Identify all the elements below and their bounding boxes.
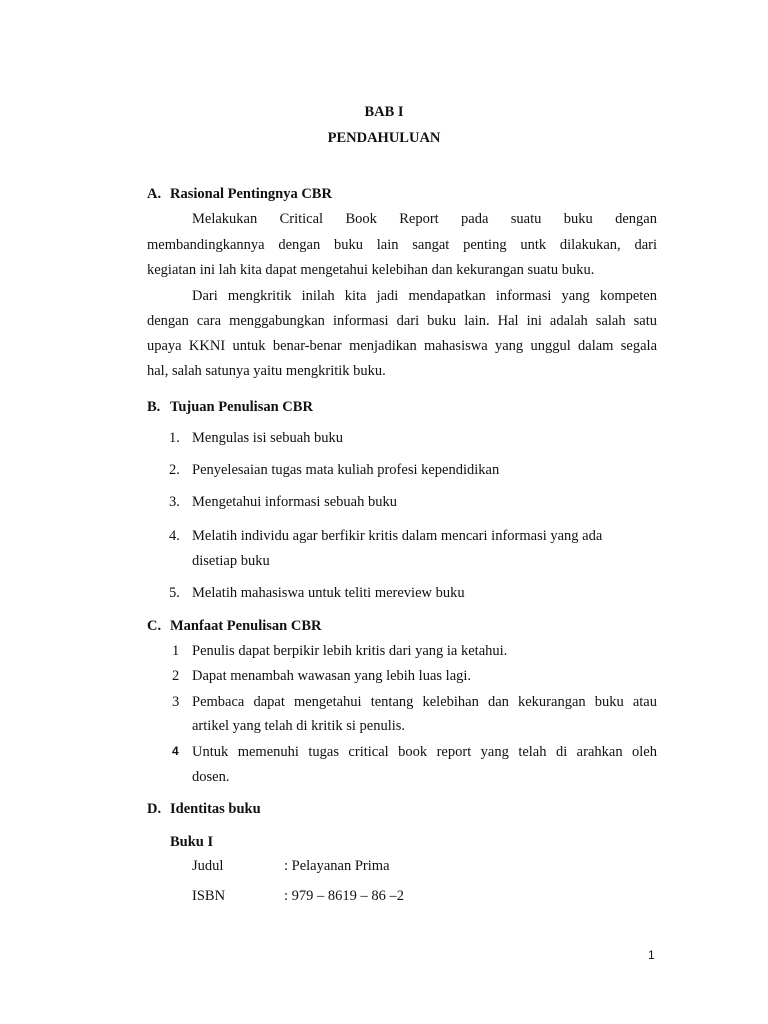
list-item-number: 4. (169, 528, 180, 544)
section-b-title: Tujuan Penulisan CBR (170, 399, 313, 415)
paragraph-a2-line: Dari mengkritik inilah kita jadi mendapatkan informasi yang kompeten (192, 288, 657, 304)
list-item-number: 4 (172, 744, 179, 758)
section-d-title: Identitas buku (170, 801, 261, 817)
list-item-number: 1 (172, 643, 180, 659)
field-value: : Pelayanan Prima (284, 858, 390, 874)
field-label: Judul (192, 858, 224, 874)
chapter-title: PENDAHULUAN (327, 130, 441, 146)
list-item: Penulis dapat berpikir lebih kritis dari yang ia ketahui. (192, 643, 508, 659)
list-item-number: 3 (172, 694, 180, 710)
list-item-continuation: dosen. (192, 769, 230, 785)
book-heading: Buku I (170, 834, 214, 850)
list-item: Penyelesaian tugas mata kuliah profesi kependidikan (192, 462, 500, 478)
paragraph-a1-line: membandingkannya dengan buku lain sangat penting untk dilakukan, dari (147, 237, 657, 253)
section-a-letter: A. (147, 186, 162, 202)
field-label: ISBN (192, 888, 226, 904)
section-c-letter: C. (147, 618, 162, 634)
section-d-letter: D. (147, 801, 162, 817)
list-item: Pembaca dapat mengetahui tentang kelebihan dan kekurangan buku atau (192, 694, 657, 710)
field-value: : 979 – 8619 – 86 –2 (284, 888, 405, 904)
page-number: 1 (648, 948, 655, 962)
list-item-number: 2 (172, 668, 180, 684)
list-item-number: 1. (169, 430, 180, 446)
list-item-number: 2. (169, 462, 180, 478)
list-item-number: 3. (169, 494, 180, 510)
paragraph-a2-line: hal, salah satunya yaitu mengkritik buku. (147, 363, 386, 379)
chapter-number: BAB I (364, 104, 404, 120)
list-item: Untuk memenuhi tugas critical book report yang telah di arahkan oleh (192, 744, 657, 760)
list-item: Melatih individu agar berfikir kritis dalam mencari informasi yang ada (192, 528, 603, 544)
paragraph-a2-line: dengan cara menggabungkan informasi dari buku lain. Hal ini adalah salah satu (147, 313, 657, 329)
list-item: Dapat menambah wawasan yang lebih luas lagi. (192, 668, 472, 684)
section-c-title: Manfaat Penulisan CBR (170, 618, 322, 634)
list-item-number: 5. (169, 585, 180, 601)
list-item: Mengulas isi sebuah buku (192, 430, 344, 446)
list-item-continuation: disetiap buku (192, 553, 270, 569)
section-b-letter: B. (147, 399, 161, 415)
paragraph-a2-line: upaya KKNI untuk benar-benar menjadikan mahasiswa yang unggul dalam segala (147, 338, 657, 354)
list-item: Melatih mahasiswa untuk teliti mereview buku (192, 585, 465, 601)
paragraph-a1-line: Melakukan Critical Book Report pada suatu buku dengan (192, 211, 657, 227)
section-a-title: Rasional Pentingnya CBR (170, 186, 332, 202)
list-item: Mengetahui informasi sebuah buku (192, 494, 397, 510)
list-item-continuation: artikel yang telah di kritik si penulis. (192, 718, 406, 734)
paragraph-a1-line: kegiatan ini lah kita dapat mengetahui kelebihan dan kekurangan suatu buku. (147, 262, 595, 278)
